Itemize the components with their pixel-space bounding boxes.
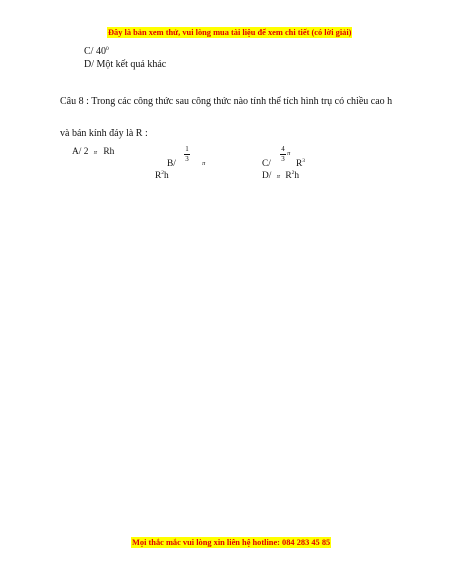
fraction-denominator: 3 <box>185 155 189 163</box>
option-b-radius: R <box>155 171 162 181</box>
option-b-label: B/ <box>167 159 176 169</box>
preview-notice-banner: Đây là bản xem thử, vui lòng mua tài liệu để xem chi tiết (có lời giải) <box>108 28 352 37</box>
question-8-text-line2: và bán kính đáy là R : <box>60 128 148 139</box>
option-c-radius: R <box>296 159 303 169</box>
option-c-formula <box>296 159 305 170</box>
hotline-notice-banner: Mọi thắc mắc vui lòng xin liên hệ hotline: 084 283 45 85 <box>132 538 331 547</box>
pi-symbol: π <box>202 160 206 167</box>
fraction-numerator: 1 <box>185 145 189 153</box>
fraction-numerator: 4 <box>281 145 285 153</box>
option-d-label: D/ <box>262 171 272 181</box>
option-c-previous-label: C/ 40 <box>84 46 106 57</box>
pi-symbol: π <box>276 173 280 180</box>
option-c-label: C/ <box>262 159 271 169</box>
option-a-label: A/ 2 <box>72 147 89 157</box>
option-b-formula <box>155 171 169 182</box>
option-d-radius: R <box>285 171 292 181</box>
fraction-denominator: 3 <box>281 155 285 163</box>
question-8-text-line1: Câu 8 : Trong các công thức sau công thức nào tính thể tích hình trụ có chiều cao h <box>60 96 393 107</box>
option-c-previous <box>84 46 109 58</box>
option-d-exponent: 2 <box>291 170 295 176</box>
pi-symbol: π <box>93 149 98 156</box>
option-c-fraction <box>280 146 286 163</box>
option-c-previous-degree: 0 <box>105 46 109 52</box>
option-b-height: h <box>164 171 169 181</box>
option-a <box>72 147 114 158</box>
option-d-previous: D/ Một kết quả khác <box>84 59 167 70</box>
pi-symbol: π <box>287 150 291 157</box>
option-a-formula: Rh <box>103 147 115 157</box>
option-b-exponent: 2 <box>161 170 165 176</box>
option-b-fraction <box>184 146 190 163</box>
option-d-height: h <box>294 171 300 181</box>
option-d <box>262 171 299 182</box>
option-c-exponent: 3 <box>302 158 306 164</box>
